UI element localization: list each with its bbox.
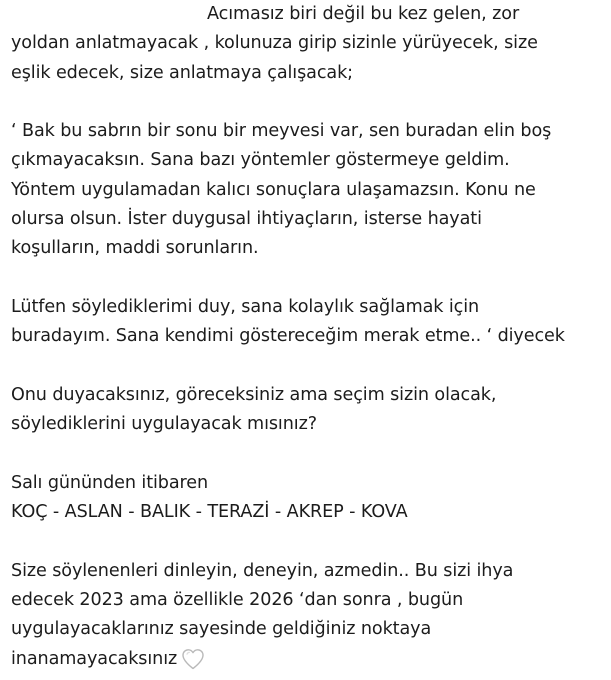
- paragraph-3: [11, 293, 607, 352]
- paragraph-1: [11, 0, 607, 88]
- text-line: Size söylenenleri dinleyin, deneyin, azmedin.. Bu sizi ihya: [11, 560, 514, 581]
- paragraph-gap: [11, 88, 607, 117]
- text-line: Acımasız biri değil bu kez gelen, zor: [207, 4, 520, 24]
- text-line: Yöntem uygulamadan kalıcı sonuçlara ulaşamazsın. Konu ne: [11, 179, 536, 200]
- paragraph-gap: [11, 264, 607, 293]
- text-line: Onu duyacaksınız, göreceksiniz ama seçim sizin olacak,: [11, 384, 497, 405]
- text-line: inanamayacaksınız: [11, 648, 178, 669]
- text-line: Lütfen söylediklerimi duy, sana kolaylık sağlamak için: [11, 296, 480, 317]
- text-line: koşulların, maddi sorunların.: [11, 238, 259, 259]
- paragraph-2: [11, 117, 607, 263]
- white-heart-icon: [181, 648, 205, 670]
- text-line: buradayım. Sana kendimi göstereceğim merak etme.. ‘ diyecek: [11, 326, 565, 347]
- paragraph-5: [11, 469, 607, 528]
- paragraph-gap: [11, 439, 607, 468]
- text-line: edecek 2023 ama özellikle 2026 ‘dan sonra , bugün: [11, 589, 464, 610]
- paragraph-gap: [11, 352, 607, 381]
- paragraph-6: [11, 557, 607, 674]
- text-line: söylediklerini uygulayacak mısınız?: [11, 414, 317, 435]
- paragraph-4: [11, 381, 607, 440]
- paragraph-gap: [11, 527, 607, 556]
- text-line: uygulayacaklarınız sayesinde geldiğiniz noktaya: [11, 619, 432, 640]
- text-line: Salı gününden itibaren: [11, 472, 209, 493]
- zodiac-signs-line: KOÇ - ASLAN - BALIK - TERAZİ - AKREP - KOVA: [11, 502, 408, 523]
- last-line-row: [11, 645, 607, 674]
- text-line: ‘ Bak bu sabrın bir sonu bir meyvesi var, sen buradan elin boş: [11, 121, 552, 142]
- post-text: [11, 0, 607, 674]
- text-line: eşlik edecek, size anlatmaya çalışacak;: [11, 62, 353, 83]
- text-line: çıkmayacaksın. Sana bazı yöntemler göstermeye geldim.: [11, 150, 510, 171]
- text-line: olursa olsun. İster duygusal ihtiyaçların, isterse hayati: [11, 209, 482, 230]
- text-line: yoldan anlatmayacak , kolunuza girip sizinle yürüyecek, size: [11, 33, 538, 54]
